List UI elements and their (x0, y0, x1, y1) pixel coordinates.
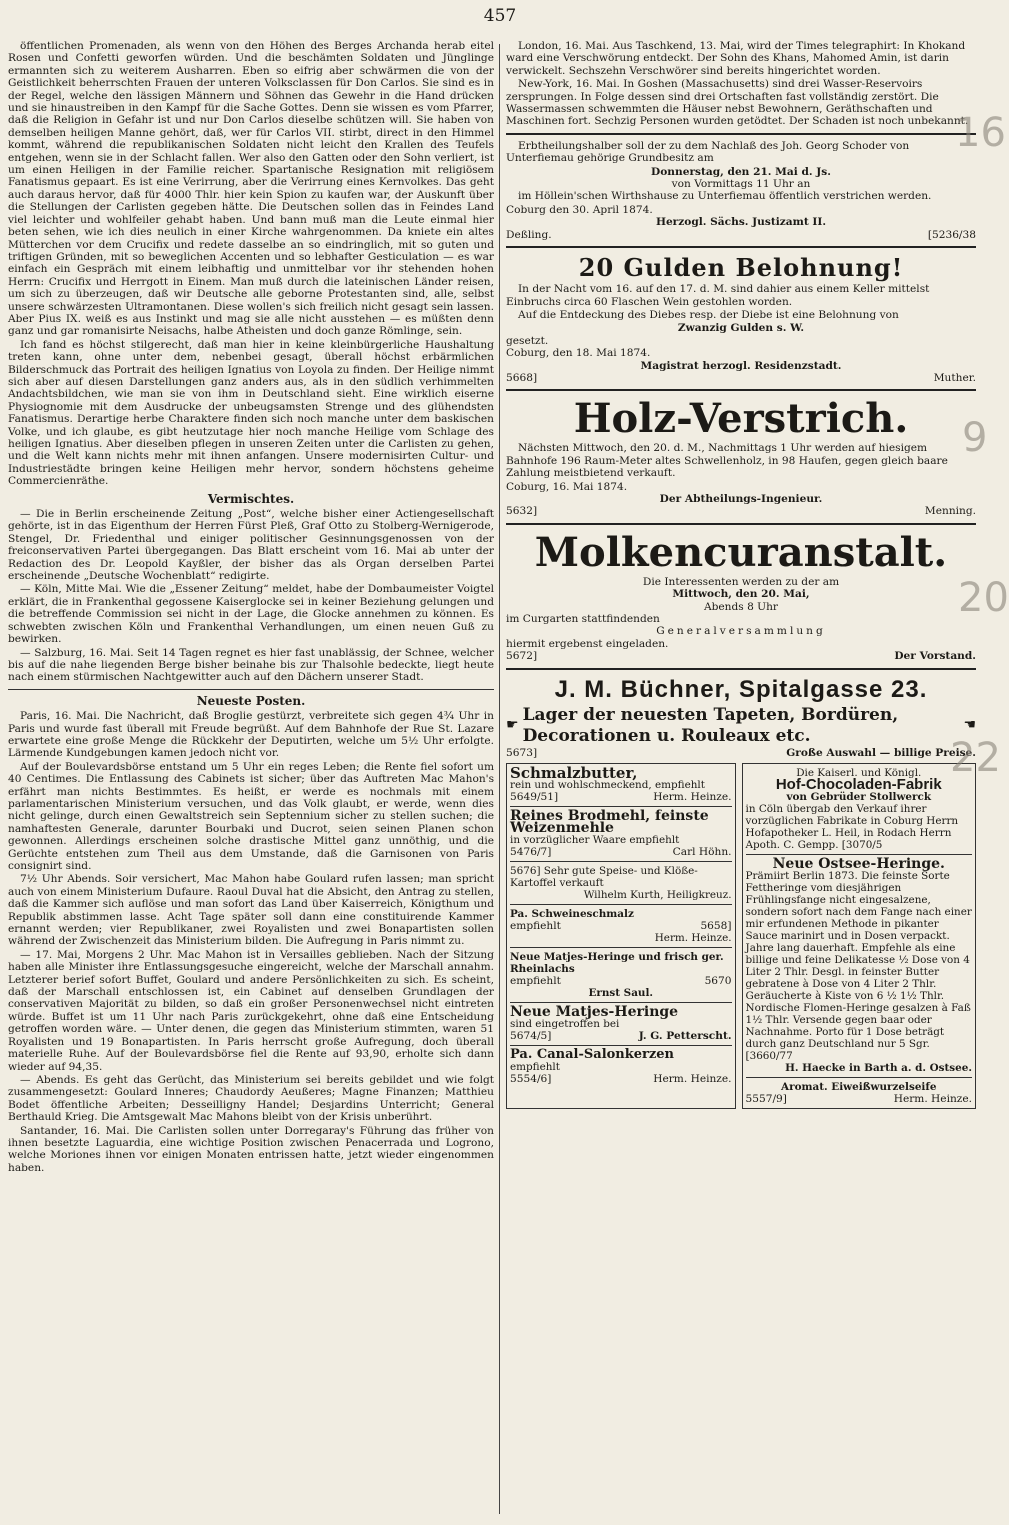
ad-text: Die Interessenten werden zu der am (642, 575, 840, 588)
ad-signer: Menning. (924, 505, 976, 518)
news-item: — Köln, Mitte Mai. Wie die „Essener Zeitung“ meldet, habe der Dombaumeister Voigtel erklärt, die in Frankenthal gegossene Kaiserglocke sei in keiner Beziehung gelungen und die betreffende Commission sei nicht in der Lage, die Glocke annehmen zu können. Es schwebten zwischen Köln und Frankenthal Verhandlungen, um einen neuen Guß zu bewirken. (8, 583, 494, 646)
handwritten-mark: 20 (958, 575, 1009, 621)
ad-time: Abends 8 Uhr (703, 600, 779, 613)
divider (8, 689, 494, 690)
ad-small (510, 861, 732, 901)
ad-signer: Herm. Heinze. (653, 1073, 732, 1086)
news-item: New-York, 16. Mai. In Goshen (Massachusetts) sind drei Wasser-Reservoirs zersprungen. In Folge dessen sind drei Ortschaften fast vollständig zerstört. Die Wassermassen schwemmten die Häuser nebst Bewohnern, Geräthschaften und Maschinen fort. Sechzig Personen wurden getödtet. Der Schaden ist noch unbekannt. (506, 78, 969, 128)
ad-signer: Muther. (933, 371, 976, 384)
page-number: 457 (483, 6, 517, 26)
divider (506, 246, 976, 248)
left-column (8, 40, 494, 1518)
news-item: 7½ Uhr Abends. Soir versichert, Mac Mahon habe Goulard rufen lassen; man spricht auch von einem Ministerium Dufaure. Raoul Duval hat die Absicht, den Antrag zu stellen, daß die Kammer sich auflöse und man sofort das Land über Kaiserreich, Königthum und Republik abstimmen lasse. Acht Tage später soll dann eine constituirende Kammer ernannt werden; vier Republikaner, zwei Royalisten und zwei Bonapartisten sollen während der Zwischenzeit das Ministerium bilden. Die Aufregung in Paris nimmt zu. (8, 873, 494, 948)
news-item: — Abends. Es geht das Gerücht, das Ministerium sei bereits gebildet und wie folgt zusammengesetzt: Goulard Inneres; Chaudordy Aeußeres; Magne Finanzen; Matthieu Bodet öffentliche Arbeiten; Desseilligny Handel; Desjardins Unterricht; General Berthauld Krieg. Die Amtsgewalt Mac Mahons bleibt von der Krisis unberührt. (8, 1073, 494, 1124)
ad-title: J. M. Büchner, Spitalgasse 23. (554, 675, 928, 703)
ad-small (510, 1045, 732, 1085)
ad-title: Neue Matjes-Heringe (510, 1004, 679, 1021)
ad-small (510, 904, 732, 944)
ad-tagline: Große Auswahl — billige Preise. (786, 746, 976, 759)
ad-text: rein und wohlschmeckend, empfiehlt (510, 779, 705, 792)
ad-signer: J. G. Petterscht. (638, 1030, 732, 1043)
ad-text: empfiehlt (510, 1061, 560, 1074)
ad-title: Pa. Schweineschmalz (510, 908, 634, 921)
ad-authority: Der Abtheilungs-Ingenieur. (659, 492, 823, 505)
ad-auction (506, 140, 976, 241)
ad-event: Generalversammlung (656, 625, 826, 638)
ad-maker: von Gebrüder Stollwerck (786, 791, 932, 804)
news-item: Paris, 16. Mai. Die Nachricht, daß Broglie gestürzt, verbreitete sich gegen 4¾ Uhr in Paris und wurde fast überall mit Freude begrüßt. Auf dem Bahnhofe der Rue St. Lazare erwartete eine große Menge die Rückkehr der Deputirten, welche um 5½ Uhr erfolgte. Lärmende Kundgebungen kamen jedoch nicht vor. (8, 710, 494, 760)
article-paragraph: Ich fand es höchst stilgerecht, daß man hier in keine kleinbürgerliche Haushaltung treten kann, ohne unter dem, nebenbei gesagt, überall höchst erbärmlichen Bilderschmuck das Portrait des heiligen Ignatius von Loyola zu finden. Der Heilige nimmt sich aber auf diesen Darstellungen ganz anders aus, als in den südlich verhimmelten Andachtsbildchen, wie man sie von ihm in Deutschland sieht. Eine wirklich eiserne Physiognomie mit dem Ausdrucke der unbeugsamsten Strenge und des glühendsten Fanatismus. Derartige herbe Charaktere finden sich noch manche unter dem baskischen Volke, und ich glaube, es gibt heutzutage hier noch manche Heilige vom Schlage des heiligen Ignatius. Aber dieselben pflegen in unseren Zeiten unter die Carlisten zu gehen, und die Welt kann nichts mehr mit ihnen anfangen. Unsere modernisirten Cultur- und Industriestädte bringen keine Heiligen mehr hervor, sondern höchstens geheime Commercienräthe. (8, 338, 494, 488)
handwritten-mark: 16 (955, 110, 1006, 156)
ad-title: Aromat. Eiweißwurzelseife (781, 1081, 937, 1094)
ad-text: Nächsten Mittwoch, den 20. d. M., Nachmittags 1 Uhr werden auf hiesigem Bahnhofe 196 Raum-Meter altes Schwellenholz, in 98 Haufen, gegen gleich baare Zahlung meistbietend verkauft. (506, 442, 948, 480)
news-item: London, 16. Mai. Aus Taschkend, 13. Mai, wird der Times telegraphirt: In Khokand ward eine Verschwörung entdeckt. Der Sohn des Khans, Mahomed Amin, ist darin verwickelt. Sechszehn Verschwörer sind bereits hingerichtet worden. (506, 40, 966, 77)
ad-text: Auf die Entdeckung des Diebes resp. der Diebe ist eine Belohnung von (518, 308, 899, 321)
ad-time: von Vormittags 11 Uhr an (671, 178, 811, 191)
ad-title: Schmalzbutter, (510, 764, 638, 783)
ad-city-date: Coburg, 16. Mai 1874. (506, 480, 628, 493)
ad-text: im Höllein'schen Wirthshause zu Unterfiemau öffentlich verstrichen werden. (518, 190, 932, 203)
ad-title: Molkencuranstalt. (534, 528, 948, 576)
divider (506, 133, 976, 135)
ad-signer: Ernst Saul. (588, 987, 654, 1000)
ad-authority: Herzogl. Sächs. Justizamt II. (655, 216, 827, 229)
ad-text: Prämiirt Berlin 1873. Die feinste Sorte Fettheringe vom diesjährigen Frühlingsfange nicht eingesalzene, sondern sofort nach dem Fange nach einer mir erfundenen Methode in pikanter Sauce marinirt und in Dosen verpackt. Jahre lang dauerhaft. Empfehle als eine billige und feine Delikatesse ½ Dose von 4 Liter 2 Thlr. Desgl. in feinster Butter gebratene à Dose von 4 Liter 2 Thlr. Geräucherte à Kiste von 6 ½ 1½ Thlr. Nordische Flomen-Heringe gesalzen à Faß 1½ Thlr. Versende gegen baar oder Nachnahme. Porto für 1 Dose beträgt durch ganz Deutschland nur 5 Sgr. [3660/77 (745, 870, 972, 1063)
ads-right-box (742, 763, 976, 1109)
ad-ref: [5236/38 (927, 228, 976, 241)
ad-ref: 5632] (506, 505, 538, 518)
ad-text: gesetzt. (506, 334, 549, 347)
ad-city-date: Coburg, den 18. Mai 1874. (506, 347, 651, 360)
ad-date: Donnerstag, den 21. Mai d. Js. (651, 165, 831, 178)
ad-title: 20 Gulden Belohnung! (578, 253, 904, 283)
section-title-vermischtes: Vermischtes. (207, 491, 295, 506)
ad-title: Pa. Canal-Salonkerzen (510, 1047, 674, 1063)
ad-signer: Carl Höhn. (672, 846, 732, 859)
ad-signer: Herm. Heinze. (654, 932, 732, 945)
handwritten-mark: 9 (962, 415, 988, 461)
handwritten-mark: 22 (950, 735, 1001, 781)
ad-reward-amount: Zwanzig Gulden s. W. (677, 322, 805, 335)
ad-title: Neue Ostsee-Heringe. (772, 856, 945, 873)
ad-ref: 5672] (506, 650, 538, 663)
pointing-hand-icon: ☛ (506, 717, 519, 734)
ad-date: Mittwoch, den 20. Mai, (672, 588, 810, 601)
ad-text: Erbtheilungshalber soll der zu dem Nachlaß des Joh. Georg Schoder von Unterfiemau gehörige Grundbesitz am (506, 139, 910, 165)
ad-small (746, 1077, 972, 1105)
ad-ref: 5554/6] (510, 1073, 552, 1086)
ad-text: in Cöln übergab den Verkauf ihrer vorzüglichen Fabrikate in Coburg Herrn Hofapotheker L. Heil, in Rodach Herrn Apoth. C. Gempp. [3070/5 (745, 803, 959, 852)
ad-small (510, 806, 732, 858)
section-title-neueste-posten: Neueste Posten. (196, 693, 306, 708)
ad-ref: 5557/9] (745, 1093, 787, 1106)
ad-ref: 5668] (506, 371, 538, 384)
pointing-hand-left-icon: ☚ (963, 717, 976, 734)
ad-text: empfiehlt (510, 975, 561, 988)
ad-authority: Magistrat herzogl. Residenzstadt. (640, 359, 842, 372)
ad-text: im Curgarten stattfindenden (506, 613, 660, 625)
ads-left-box (506, 763, 736, 1109)
divider (506, 389, 976, 391)
ad-wood-sale (506, 396, 976, 517)
ad-signer: Wilhelm Kurth, Heiligkreuz. (583, 889, 732, 902)
ad-reward (506, 253, 976, 384)
ad-text: sind eingetroffen bei (510, 1018, 620, 1031)
ad-ref: 5673] (506, 746, 538, 759)
ad-ref: 5670 (704, 975, 732, 988)
ad-signer: Der Vorstand. (894, 650, 976, 663)
divider (506, 523, 976, 525)
ad-small (510, 1002, 732, 1042)
ad-title: Reines Brodmehl, feinste Weizenmehle (510, 808, 709, 837)
ad-small (510, 947, 732, 999)
ad-title: Hof-Chocoladen-Fabrik (775, 776, 942, 794)
ad-text: 5676] Sehr gute Speise- und Klöße-Kartoffel verkauft (510, 865, 698, 890)
ad-city-date: Coburg den 30. April 1874. (506, 203, 653, 216)
ad-text: in vorzüglicher Waare empfiehlt (510, 834, 680, 847)
ad-text: Lager der neuesten Tapeten, Bordüren, Decorationen u. Rouleaux etc. (522, 704, 899, 746)
ad-ref: 5674/5] (510, 1030, 552, 1043)
divider (506, 668, 976, 670)
ad-wallpaper (506, 675, 976, 759)
news-item: Santander, 16. Mai. Die Carlisten sollen unter Dorregaray's Führung das früher von ihnen besetzte Laguardia, eine wichtige Position zwischen Penacerrada und Logrono, welche Moriones ihnen vor einigen Monaten entrissen hatte, jetzt wieder eingenommen haben. (8, 1124, 494, 1174)
ad-signer: H. Haecke in Barth a. d. Ostsee. (785, 1062, 972, 1075)
ad-ref: 5658] (700, 920, 732, 933)
ad-text: empfiehlt (510, 920, 561, 933)
ad-signer: Herm. Heinze. (893, 1093, 972, 1106)
article-paragraph: öffentlichen Promenaden, als wenn von den Höhen des Berges Archanda herab eitel Rosen und Confetti geworfen würden. Und die beschämten Soldaten und Jünglinge ermannten sich zu weiterem Ausharren. Eben so eifrig aber schwärmen die von der Geistlichkeit beherrschten Frauen der unteren Volksclassen für Don Carlos. Sie sind es in der Regel, welche den lässigen Männern und Söhnen das Gewehr in die Hand drücken und sie hinaustreiben in den Kampf für die Sache Gottes. Denn sie wissen es vom Pfarrer, daß die Religion in Gefahr ist und nur Don Carlos dieselbe schützen will. Sie haben von demselben heiligen Manne gehört, daß, wer für Carlos VII. stirbt, direct in den Himmel kommt, während die republikanischen Soldaten nicht leicht den Krallen des Teufels entgehen, wenn sie in der Schlacht fallen. Wer also den Gatten oder den Sohn verliert, ist um einen Heiligen in der Familie reicher. Spartanische Resignation mit religiösem Fanatismus gepaart. Es ist eine Verirrung, aber die Verirrung eines Kernvolkes. Das geht auch daraus hervor, daß für 4000 Thlr. hier kein Spion zu kaufen war, der Auskunft über die Stellungen der Carlisten gegeben hätte. Die Deutschen sollen das in Feindes Land viel leichter und wohlfeiler gehabt haben. Und bann muß man die Leute einmal hier beten sehen, wie ich dies neulich in einer Kirche wahrgenommen. Da kniete ein altes Mütterchen vor dem Crucifix und redete dasselbe an so eindringlich, mit so guten und triftigen Gründen, mit so beweglichen Accenten und so lebhafter Gesticulation — es war einfach ein Gespräch mit einem leibhaftig und unmittelbar vor ihr stehenden hohen Herrn: Crucifix und Herrgott in Einem. Man muß durch die lateinischen Länder reisen, um sich zu überzeugen, daß wir Deutsche alle geborne Protestanten sind, alle, selbst unsere schwärzesten Ultramontanen. Diese wollen's sich freilich nicht gesagt sein lassen. Aber Pius IX. weiß es aus Instinkt und mag sie alle nicht ausstehen — es müßten denn ganz und gar romanisirte Neisachs, halbe Atheisten und doch ganze Römlinge, sein. (8, 40, 494, 338)
ad-ref: 5476/7] (510, 846, 552, 859)
ad-signer: Deßling. (506, 228, 552, 241)
column-divider (499, 44, 500, 1514)
ad-spa (506, 530, 976, 663)
ad-text: hiermit ergebenst eingeladen. (506, 637, 669, 650)
news-item: — Salzburg, 16. Mai. Seit 14 Tagen regnet es hier fast unablässig, der Schnee, welcher bis auf die nahe liegenden Berge bisher beinahe bis zur Thalsohle bedeckte, liegt heute nach einem stürmischen Nachtgewitter auch auf den Dächern unserer Stadt. (8, 646, 494, 684)
ad-ref: 5649/51] (510, 791, 559, 804)
news-item: — 17. Mai, Morgens 2 Uhr. Mac Mahon ist in Versailles geblieben. Nach der Sitzung haben alle Minister ihre Entlassungsgesuche eingereicht, welche der Marschall annahm. Letzterer berief sofort Buffet, Goulard und andere Persönlichkeiten zu sich. Es scheint, daß der Marschall entschlossen ist, ein Cabinet auf denselben Grundlagen der conservativen Majorität zu bilden, so daß ein großer Personenwechsel nicht eintreten würde. Buffet ist um 11 Uhr nach Paris zurückgekehrt, ohne daß eine Entscheidung getroffen worden wäre. — Unter denen, die gegen das Ministerium stimmten, waren 51 Royalisten und 19 Bonapartisten. In Paris herrscht große Aufregung, doch überall materielle Ruhe. Auf der Boulevardsbörse fiel die Rente auf 93,90, erholte sich dann wieder auf 94,35. (8, 948, 494, 1073)
news-item: — Die in Berlin erscheinende Zeitung „Post“, welche bisher einer Actiengesellschaft gehörte, ist in das Eigenthum der Herren Fürst Pleß, Graf Otto zu Stolberg-Wernigerode, Stengel, Dr. Friedenthal und einiger politischer Gesinnungsgenossen von der freiconservativen Partei übergegangen. Das Blatt erscheint vom 16. Mai ab unter der Redaction des Dr. Leopold Kayßler, der bisher das als Organ derselben Partei erscheinende „Deutsche Wochenblatt“ redigirte. (8, 508, 494, 583)
news-item: Auf der Boulevardsbörse entstand um 5 Uhr ein reges Leben; die Rente fiel sofort um 40 Centimes. Die Entlassung des Cabinets ist sicher; über das Auftreten Mac Mahon's erfährt man nichts Bestimmtes. Es heißt, er werde es nochmals mit einem parlamentarischen Ministerium versuchen, und das Volk glaubt, er werde, wenn dies nicht gelinge, durch einen Gewaltstreich sein Septennium sicher zu stellen suchen; die namhaftesten Generale, darunter Bourbaki und Ducrot, seien seinen Planen schon gewonnen. Allerdings erscheinen solche drastische Mittel ganz unnöthig, und die Gerüchte entstehen zum Theil aus dem Umstande, daß die Garnisonen von Paris consignirt sind. (8, 760, 494, 872)
ad-small (746, 854, 972, 1074)
ad-small (510, 764, 732, 804)
ad-header: Die Kaiserl. und Königl. (796, 767, 922, 780)
ad-title: Neue Matjes-Heringe und frisch ger. Rheinlachs (510, 951, 724, 976)
ad-title: Holz-Verstrich. (573, 395, 909, 443)
ad-signer: Herm. Heinze. (653, 791, 732, 804)
ad-text: In der Nacht vom 16. auf den 17. d. M. sind dahier aus einem Keller mittelst Einbruchs circa 60 Flaschen Wein gestohlen worden. (506, 283, 930, 308)
right-column (506, 40, 976, 1518)
